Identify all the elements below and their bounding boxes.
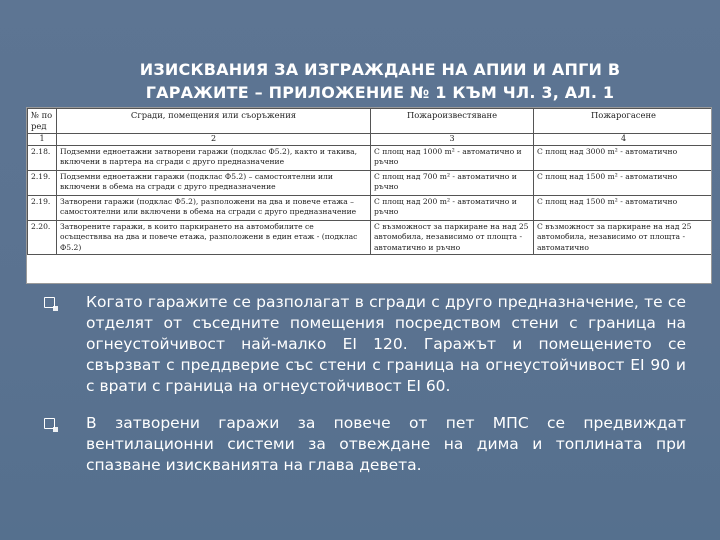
checkbox-bullet-icon [44,418,55,429]
requirements-table-image [26,107,712,284]
bullet-item [40,413,686,476]
building-type-cell: Затворени гаражи (подклас Ф5.2), разположени на два и повече етажа – самостоятелни или включени в обема на сгради с друго предназначение [57,195,371,220]
table-row [28,145,713,170]
detection-cell: С възможност за паркиране на над 25 автомобила, независимо от площта - автоматично и ръчно [371,220,534,255]
checkbox-bullet-icon [44,297,55,308]
header-fire-detection: Пожароизвестяване [371,109,534,134]
detection-cell: С площ над 1000 m² - автоматично и ръчно [371,145,534,170]
building-type-cell: Подземни едноетажни затворени гаражи (подклас Ф5.2), както и такива, включени в партера на сгради с друго предназначение [57,145,371,170]
extinguishing-cell: С площ над 1500 m² - автоматично [534,195,713,220]
building-type-cell: Затворените гаражи, в които паркирането на автомобилите се осъществява на два и повече етажа, разположени в един етаж - (подклас Ф5.2) [57,220,371,255]
extinguishing-cell: С площ над 1500 m² - автоматично [534,170,713,195]
table-row [28,170,713,195]
building-type-cell: Подземни едноетажни гаражи (подклас Ф5.2) – самостоятелни или включени в обема на сгради с друго предназначение [57,170,371,195]
header-buildings: Сгради, помещения или съоръжения [57,109,371,134]
bullet-text: В затворени гаражи за повече от пет МПС се предвиждат вентилационни системи за отвеждане на дима и топлината при спазване изискванията на глава девета. [86,414,686,474]
table-row [28,220,713,255]
row-number: 2.20. [28,220,57,255]
header-row-number: № по ред [28,109,57,134]
extinguishing-cell: С възможност за паркиране на над 25 автомобила, независимо от площта - автоматично [534,220,713,255]
row-number: 2.18. [28,145,57,170]
requirements-table [27,108,712,255]
title-line-2: ГАРАЖИТЕ – ПРИЛОЖЕНИЕ № 1 КЪМ ЧЛ. 3, АЛ. 1 [145,83,615,102]
row-number: 2.19. [28,170,57,195]
table-row [28,195,713,220]
column-number: 2 [57,134,371,146]
column-number: 1 [28,134,57,146]
bullet-list [40,292,686,492]
row-number: 2.19. [28,195,57,220]
column-number: 3 [371,134,534,146]
slide-title [100,58,660,104]
detection-cell: С площ над 700 m² - автоматично и ръчно [371,170,534,195]
detection-cell: С площ над 200 m² - автоматично и ръчно [371,195,534,220]
extinguishing-cell: С площ над 3000 m² - автоматично [534,145,713,170]
bullet-text: Когато гаражите се разполагат в сгради с друго предназначение, те се отделят от съседните помещения посредством стени с граница на огнеустойчивост най-малко EI 120. Гаражът и помещението се свързват с преддверие със стени с граница на огнеустойчивост EI 90 и с врати с граница на огнеустойчивост EI 60. [86,293,686,395]
column-number: 4 [534,134,713,146]
title-line-1: ИЗИСКВАНИЯ ЗА ИЗГРАЖДАНЕ НА АПИИ И АПГИ В [139,60,621,79]
header-fire-extinguishing: Пожарогасене [534,109,713,134]
bullet-item [40,292,686,397]
